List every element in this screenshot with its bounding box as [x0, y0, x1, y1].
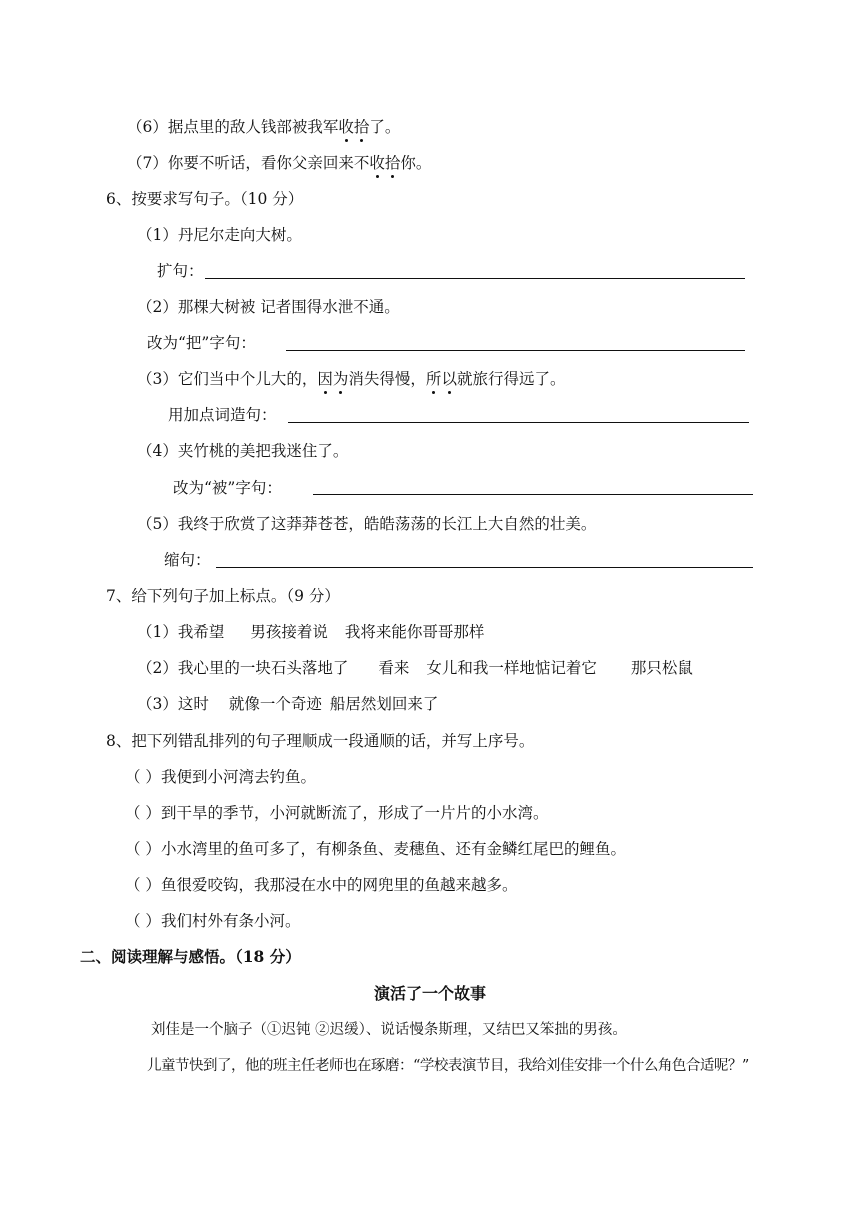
q6-sentence-2: （2）那棵大树被 记者围得水泄不通。 — [137, 298, 400, 316]
q7-sentence-3: （3）这时 就像一个奇迹 船居然划回来了 — [137, 695, 439, 713]
emphasis-char: 为 — [332, 370, 349, 388]
q6-answer-label-2: 改为“把”字句： — [147, 334, 256, 352]
q8-item: （ ）我们村外有条小河。 — [125, 912, 301, 930]
q7-sentence-2: （2）我心里的一块石头落地了 看来 女儿和我一样地惦记着它 那只松鼠 — [137, 659, 693, 677]
q6-answer-line-4[interactable] — [313, 494, 753, 495]
q5-item-7: （7）你要不听话，看你父亲回来不收拾你。 — [127, 154, 432, 172]
emphasis-char: 以 — [441, 370, 457, 388]
q8-item: （ ）我便到小河湾去钓鱼。 — [125, 768, 316, 786]
q6-answer-label-5: 缩句： — [164, 551, 211, 569]
order-blank[interactable]: （ ） — [125, 840, 161, 858]
emphasis-char: 收 — [369, 154, 385, 172]
q6-answer-label-1: 扩句： — [157, 262, 204, 280]
q6-answer-label-3: 用加点词造句： — [168, 406, 277, 424]
q6-answer-line-1[interactable] — [205, 278, 745, 279]
q6-sentence-5: （5）我终于欣赏了这莽莽苍苍，皓皓荡荡的长江上大自然的壮美。 — [137, 515, 597, 533]
order-blank[interactable]: （ ） — [125, 768, 161, 786]
article-paragraph-1: 刘佳是一个脑子（①迟钝 ②迟缓）、说话慢条斯理，又结巴又笨拙的男孩。 — [151, 1022, 627, 1038]
article-paragraph-2: 儿童节快到了，他的班主任老师也在琢磨：“学校表演节目，我给刘佳安排一个什么角色合适呢？” — [147, 1058, 749, 1074]
q7-sentence-1: （1）我希望 男孩接着说 我将来能你哥哥那样 — [137, 623, 485, 641]
emphasis-char: 拾 — [384, 154, 401, 172]
q6-answer-line-3[interactable] — [288, 422, 749, 423]
order-blank[interactable]: （ ） — [125, 804, 161, 822]
section-heading: 二、阅读理解与感悟。（18 分） — [80, 947, 301, 966]
q6-answer-line-2[interactable] — [286, 350, 745, 351]
q8-item: （ ）小水湾里的鱼可多了，有柳条鱼、麦穗鱼、还有金鳞红尾巴的鲤鱼。 — [125, 840, 626, 858]
q5-item-6: （6）据点里的敌人钱部被我军收拾了。 — [127, 118, 401, 136]
emphasis-char: 因 — [317, 370, 333, 388]
q8-item: （ ）到干旱的季节，小河就断流了，形成了一片片的小水湾。 — [125, 804, 549, 822]
article-title: 演活了一个故事 — [373, 984, 486, 1003]
emphasis-char: 拾 — [353, 118, 370, 136]
emphasis-char: 所 — [425, 370, 442, 388]
q6-sentence-3: （3）它们当中个儿大的，因为消失得慢，所以就旅行得远了。 — [137, 370, 566, 388]
q8-heading: 8、把下列错乱排列的句子理顺成一段通顺的话，并写上序号。 — [106, 732, 535, 750]
order-blank[interactable]: （ ） — [125, 876, 161, 894]
emphasis-char: 收 — [338, 118, 354, 136]
order-blank[interactable]: （ ） — [125, 912, 161, 930]
q8-item: （ ）鱼很爱咬钩，我那浸在水中的网兜里的鱼越来越多。 — [125, 876, 518, 894]
q6-sentence-4: （4）夹竹桃的美把我迷住了。 — [137, 442, 349, 460]
q6-sentence-1: （1）丹尼尔走向大树。 — [137, 226, 302, 244]
q7-heading: 7、给下列句子加上标点。（9 分） — [106, 587, 340, 605]
q6-heading: 6、按要求写句子。（10 分） — [106, 190, 304, 208]
q6-answer-label-4: 改为“被”字句： — [173, 479, 282, 497]
q6-answer-line-5[interactable] — [216, 567, 753, 568]
